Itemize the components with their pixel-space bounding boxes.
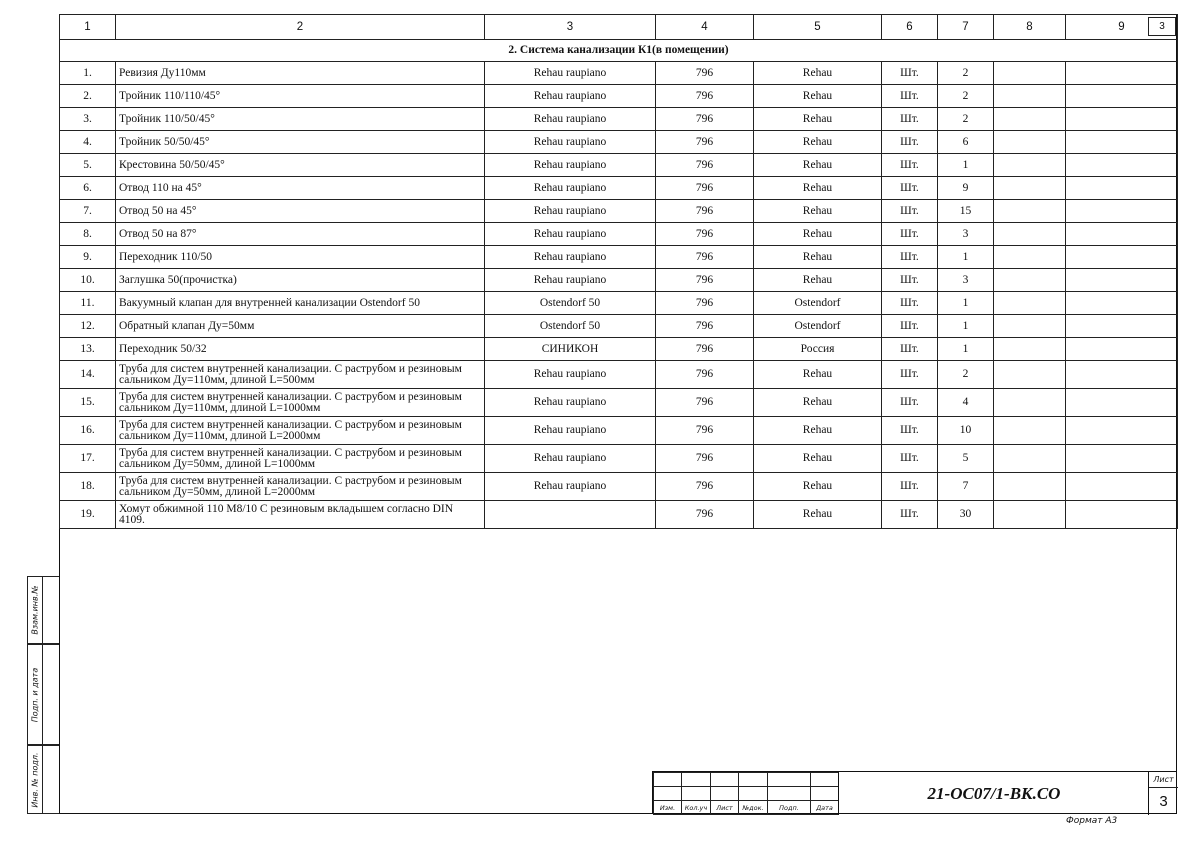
unit: Шт.	[882, 292, 938, 315]
manufacturer: Rehau	[754, 154, 882, 177]
empty-cell	[994, 177, 1066, 200]
unit-code: 796	[656, 417, 754, 445]
item-name: Хомут обжимной 110 М8/10 С резиновым вкладышем согласно DIN 4109.	[116, 501, 485, 529]
manufacturer: Rehau	[754, 223, 882, 246]
table-row	[60, 417, 1178, 445]
quantity: 9	[938, 177, 994, 200]
quantity: 2	[938, 62, 994, 85]
manufacturer: Rehau	[754, 200, 882, 223]
item-type: Rehau raupiano	[485, 108, 656, 131]
row-number: 5.	[60, 154, 116, 177]
unit-code: 796	[656, 338, 754, 361]
table-row	[60, 389, 1178, 417]
manufacturer: Rehau	[754, 361, 882, 389]
row-number: 9.	[60, 246, 116, 269]
col-header: 1	[60, 15, 116, 40]
quantity: 6	[938, 131, 994, 154]
item-name: Труба для систем внутренней канализации. С раструбом и резиновым сальником Ду=110мм, длиной L=500мм	[116, 361, 485, 389]
unit-code: 796	[656, 108, 754, 131]
column-header-row	[60, 15, 1178, 40]
row-number: 1.	[60, 62, 116, 85]
empty-cell	[994, 292, 1066, 315]
quantity: 1	[938, 246, 994, 269]
row-number: 7.	[60, 200, 116, 223]
quantity: 10	[938, 417, 994, 445]
unit: Шт.	[882, 315, 938, 338]
item-type: Rehau raupiano	[485, 85, 656, 108]
side-stamp-label: Взам.инв.№	[30, 585, 40, 635]
format-label: Формат А3	[1066, 816, 1118, 826]
row-number: 4.	[60, 131, 116, 154]
item-type: Rehau raupiano	[485, 361, 656, 389]
item-name: Труба для систем внутренней канализации. С раструбом и резиновым сальником Ду=50мм, длиной L=1000мм	[116, 445, 485, 473]
item-type: Rehau raupiano	[485, 246, 656, 269]
row-number: 19.	[60, 501, 116, 529]
revision-label: Подп.	[768, 801, 811, 815]
empty-cell	[994, 315, 1066, 338]
unit-code: 796	[656, 501, 754, 529]
empty-cell	[994, 200, 1066, 223]
manufacturer: Ostendorf	[754, 292, 882, 315]
empty-cell	[1066, 131, 1178, 154]
manufacturer: Ostendorf	[754, 315, 882, 338]
empty-cell	[1066, 108, 1178, 131]
unit: Шт.	[882, 131, 938, 154]
col-header: 7	[938, 15, 994, 40]
empty-cell	[1066, 417, 1178, 445]
item-name: Отвод 110 на 45°	[116, 177, 485, 200]
item-name: Обратный клапан Ду=50мм	[116, 315, 485, 338]
revision-label: Изм.	[654, 801, 682, 815]
side-stamp-label: Подп. и дата	[30, 667, 40, 722]
item-type	[485, 501, 656, 529]
revision-label: Дата	[811, 801, 839, 815]
table-row	[60, 501, 1178, 529]
item-name: Ревизия Ду110мм	[116, 62, 485, 85]
empty-cell	[1066, 177, 1178, 200]
empty-cell	[994, 269, 1066, 292]
empty-cell	[1066, 389, 1178, 417]
quantity: 5	[938, 445, 994, 473]
empty-cell	[994, 246, 1066, 269]
sheet-number: 3	[1159, 793, 1168, 810]
unit: Шт.	[882, 246, 938, 269]
quantity: 7	[938, 473, 994, 501]
quantity: 1	[938, 154, 994, 177]
empty-cell	[1066, 200, 1178, 223]
table-row	[60, 177, 1178, 200]
table-row	[60, 154, 1178, 177]
unit-code: 796	[656, 131, 754, 154]
manufacturer: Rehau	[754, 269, 882, 292]
table-row	[60, 473, 1178, 501]
revision-grid	[653, 772, 839, 815]
item-type: Rehau raupiano	[485, 177, 656, 200]
empty-cell	[994, 389, 1066, 417]
col-header: 5	[754, 15, 882, 40]
empty-cell	[994, 338, 1066, 361]
unit-code: 796	[656, 389, 754, 417]
quantity: 4	[938, 389, 994, 417]
row-number: 11.	[60, 292, 116, 315]
quantity: 2	[938, 85, 994, 108]
item-type: Ostendorf 50	[485, 315, 656, 338]
side-stamp-label: Инв. № подл.	[30, 751, 40, 808]
table-row	[60, 131, 1178, 154]
empty-cell	[994, 361, 1066, 389]
row-number: 15.	[60, 389, 116, 417]
item-name: Тройник 110/110/45°	[116, 85, 485, 108]
item-type: Rehau raupiano	[485, 389, 656, 417]
item-name: Тройник 110/50/45°	[116, 108, 485, 131]
item-name: Труба для систем внутренней канализации. С раструбом и резиновым сальником Ду=50мм, длиной L=2000мм	[116, 473, 485, 501]
item-type: Rehau raupiano	[485, 62, 656, 85]
col-header: 2	[116, 15, 485, 40]
manufacturer: Rehau	[754, 131, 882, 154]
side-stamp-sign	[27, 644, 59, 745]
unit: Шт.	[882, 445, 938, 473]
manufacturer: Rehau	[754, 177, 882, 200]
empty-cell	[994, 85, 1066, 108]
col-header: 9	[1066, 15, 1178, 40]
quantity: 2	[938, 361, 994, 389]
unit-code: 796	[656, 269, 754, 292]
unit-code: 796	[656, 200, 754, 223]
unit: Шт.	[882, 154, 938, 177]
col-header: 6	[882, 15, 938, 40]
table-row	[60, 223, 1178, 246]
row-number: 8.	[60, 223, 116, 246]
unit-code: 796	[656, 292, 754, 315]
item-type: Rehau raupiano	[485, 223, 656, 246]
empty-cell	[1066, 246, 1178, 269]
row-number: 13.	[60, 338, 116, 361]
unit-code: 796	[656, 246, 754, 269]
item-name: Отвод 50 на 87°	[116, 223, 485, 246]
row-number: 14.	[60, 361, 116, 389]
empty-cell	[1066, 85, 1178, 108]
item-name: Переходник 50/32	[116, 338, 485, 361]
unit-code: 796	[656, 315, 754, 338]
table-row	[60, 269, 1178, 292]
empty-cell	[1066, 445, 1178, 473]
item-type: Rehau raupiano	[485, 131, 656, 154]
unit: Шт.	[882, 389, 938, 417]
row-number: 17.	[60, 445, 116, 473]
table-row	[60, 108, 1178, 131]
manufacturer: Россия	[754, 338, 882, 361]
item-name: Труба для систем внутренней канализации. С раструбом и резиновым сальником Ду=110мм, длиной L=2000мм	[116, 417, 485, 445]
manufacturer: Rehau	[754, 501, 882, 529]
empty-cell	[1066, 315, 1178, 338]
item-name: Труба для систем внутренней канализации. С раструбом и резиновым сальником Ду=110мм, длиной L=1000мм	[116, 389, 485, 417]
row-number: 6.	[60, 177, 116, 200]
item-type: Ostendorf 50	[485, 292, 656, 315]
quantity: 3	[938, 269, 994, 292]
title-block	[652, 771, 1177, 814]
unit: Шт.	[882, 417, 938, 445]
quantity: 3	[938, 223, 994, 246]
empty-cell	[1066, 361, 1178, 389]
manufacturer: Rehau	[754, 246, 882, 269]
quantity: 15	[938, 200, 994, 223]
table-row	[60, 200, 1178, 223]
unit: Шт.	[882, 85, 938, 108]
empty-cell	[994, 108, 1066, 131]
empty-cell	[994, 223, 1066, 246]
manufacturer: Rehau	[754, 473, 882, 501]
unit-code: 796	[656, 85, 754, 108]
specification-table	[59, 14, 1178, 529]
item-type: Rehau raupiano	[485, 445, 656, 473]
unit: Шт.	[882, 269, 938, 292]
document-number: 21-ОС07/1-ВК.СО	[838, 772, 1149, 815]
table-row	[60, 246, 1178, 269]
item-type: СИНИКОН	[485, 338, 656, 361]
unit-code: 796	[656, 361, 754, 389]
quantity: 1	[938, 338, 994, 361]
item-name: Крестовина 50/50/45°	[116, 154, 485, 177]
section-row	[60, 40, 1178, 62]
empty-cell	[994, 473, 1066, 501]
manufacturer: Rehau	[754, 389, 882, 417]
table-row	[60, 445, 1178, 473]
unit-code: 796	[656, 154, 754, 177]
manufacturer: Rehau	[754, 417, 882, 445]
item-type: Rehau raupiano	[485, 154, 656, 177]
revision-label: Лист	[711, 801, 739, 815]
quantity: 30	[938, 501, 994, 529]
item-name: Отвод 50 на 45°	[116, 200, 485, 223]
table-row	[60, 85, 1178, 108]
empty-cell	[994, 501, 1066, 529]
row-number: 10.	[60, 269, 116, 292]
empty-cell	[1066, 223, 1178, 246]
unit-code: 796	[656, 473, 754, 501]
row-number: 18.	[60, 473, 116, 501]
sheet-cell	[1148, 772, 1178, 815]
unit: Шт.	[882, 223, 938, 246]
quantity: 1	[938, 292, 994, 315]
empty-cell	[1066, 269, 1178, 292]
sheet-corner-number: 3	[1148, 17, 1176, 36]
item-type: Rehau raupiano	[485, 473, 656, 501]
side-stamp-inventory	[27, 745, 59, 814]
empty-cell	[994, 131, 1066, 154]
table-row	[60, 338, 1178, 361]
unit: Шт.	[882, 177, 938, 200]
empty-cell	[994, 445, 1066, 473]
empty-cell	[1066, 292, 1178, 315]
manufacturer: Rehau	[754, 445, 882, 473]
empty-cell	[1066, 501, 1178, 529]
table-row	[60, 292, 1178, 315]
quantity: 1	[938, 315, 994, 338]
unit: Шт.	[882, 501, 938, 529]
item-name: Тройник 50/50/45°	[116, 131, 485, 154]
unit-code: 796	[656, 223, 754, 246]
row-number: 16.	[60, 417, 116, 445]
sheet-label: Лист	[1149, 772, 1178, 788]
unit: Шт.	[882, 473, 938, 501]
manufacturer: Rehau	[754, 108, 882, 131]
row-number: 2.	[60, 85, 116, 108]
item-type: Rehau raupiano	[485, 417, 656, 445]
col-header: 8	[994, 15, 1066, 40]
unit-code: 796	[656, 177, 754, 200]
col-header: 4	[656, 15, 754, 40]
unit: Шт.	[882, 62, 938, 85]
item-type: Rehau raupiano	[485, 200, 656, 223]
empty-cell	[1066, 338, 1178, 361]
manufacturer: Rehau	[754, 62, 882, 85]
revision-label: №док.	[739, 801, 768, 815]
empty-cell	[1066, 473, 1178, 501]
item-name: Переходник 110/50	[116, 246, 485, 269]
item-name: Вакуумный клапан для внутренней канализации Ostendorf 50	[116, 292, 485, 315]
table-row	[60, 315, 1178, 338]
empty-cell	[994, 417, 1066, 445]
item-type: Rehau raupiano	[485, 269, 656, 292]
unit-code: 796	[656, 62, 754, 85]
table-row	[60, 62, 1178, 85]
side-stamp-replace	[27, 576, 59, 644]
col-header: 3	[485, 15, 656, 40]
table-row	[60, 361, 1178, 389]
empty-cell	[1066, 62, 1178, 85]
empty-cell	[994, 62, 1066, 85]
quantity: 2	[938, 108, 994, 131]
row-number: 3.	[60, 108, 116, 131]
empty-cell	[1066, 154, 1178, 177]
unit-code: 796	[656, 445, 754, 473]
item-name: Заглушка 50(прочистка)	[116, 269, 485, 292]
unit: Шт.	[882, 338, 938, 361]
revision-label: Кол.уч	[682, 801, 711, 815]
unit: Шт.	[882, 108, 938, 131]
section-title: 2. Система канализации К1(в помещении)	[60, 40, 1178, 62]
row-number: 12.	[60, 315, 116, 338]
unit: Шт.	[882, 200, 938, 223]
unit: Шт.	[882, 361, 938, 389]
empty-cell	[994, 154, 1066, 177]
manufacturer: Rehau	[754, 85, 882, 108]
